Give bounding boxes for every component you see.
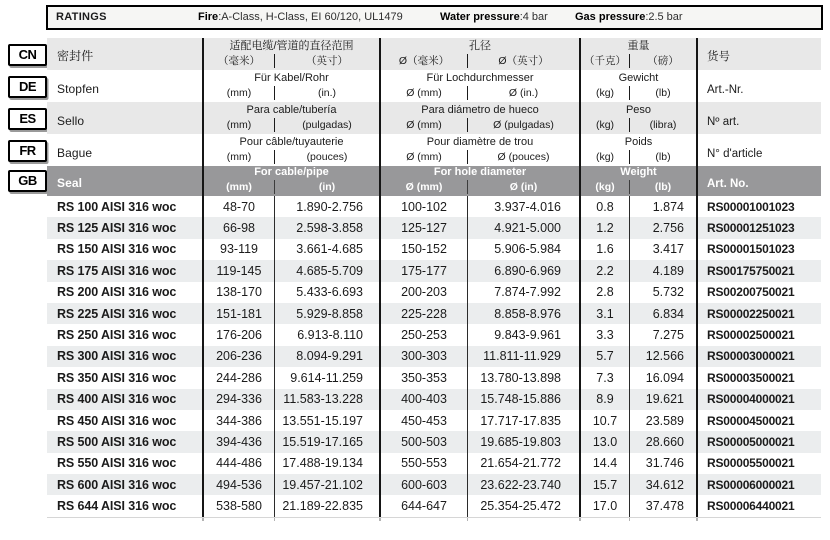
water-pressure-label: Water pressure [440,11,520,23]
weight-lb: 19.621 [629,389,696,410]
cable-units [204,150,379,164]
hole-in: 23.622-23.740 [467,474,579,495]
art-no: RS00006000021 [696,474,821,495]
hole-in: 9.843-9.961 [467,324,579,345]
weight-group-title: Peso [625,104,652,116]
art-no: RS00005000021 [696,431,821,452]
weight-lb: 12.566 [629,346,696,367]
hole-mm: 150-152 [379,239,467,260]
cable-mm: 206-236 [202,346,274,367]
weight-group-title: Gewicht [618,72,659,84]
hole-units [381,118,579,132]
gas-pressure-label: Gas pressure [575,11,646,23]
ratings-title: RATINGS [56,11,107,23]
art-no: RS00003000021 [696,346,821,367]
lang-badge-es: ES [8,108,47,130]
hole-group-title: Para diámetro de hueco [421,104,539,116]
weight-unit-imperial: (lb) [629,86,696,100]
seal-name: RS 450 AISI 316 woc [57,413,177,428]
hole-mm: 300-303 [379,346,467,367]
weight-lb: 5.732 [629,282,696,303]
cable-in: 17.488-19.134 [274,453,379,474]
header-seal-label: Bague [57,146,93,160]
weight-unit-imperial: (libra) [629,118,696,132]
header-group-cable [202,166,379,196]
hole-unit-metric: Ø (mm) [406,151,442,163]
seal-name: RS 300 AISI 316 woc [57,349,177,364]
cable-unit-metric: (mm) [226,119,252,131]
table-row [47,217,821,238]
gas-pressure-rating [575,7,683,28]
hole-mm: 200-203 [379,282,467,303]
cable-mm: 176-206 [202,324,274,345]
art-no: RS00001001023 [696,196,821,217]
hole-in: 8.858-8.976 [467,303,579,324]
seal-name: RS 400 AISI 316 woc [57,392,177,407]
seal-name: RS 100 AISI 316 woc [57,199,177,214]
weight-kg: 3.1 [579,303,629,324]
table-row [47,282,821,303]
hole-unit-metric: Ø（毫米） [398,55,450,67]
hole-mm: 350-353 [379,367,467,388]
hole-mm: 644-647 [379,495,467,516]
hole-mm: 125-127 [379,217,467,238]
hole-mm: 550-553 [379,453,467,474]
hole-unit-metric: Ø (mm) [406,119,442,131]
lang-badge-de: DE [8,76,47,98]
weight-kg: 13.0 [579,431,629,452]
weight-unit-imperial: (lb) [629,180,696,194]
header-group-weight [579,134,696,166]
hole-in: 3.937-4.016 [467,196,579,217]
rule-stub [629,518,696,521]
lang-badge-fr: FR [8,140,47,162]
header-group-cable [202,70,379,102]
art-no: RS00002250021 [696,303,821,324]
table-row [47,389,821,410]
hole-unit-imperial: Ø (in.) [467,86,579,100]
weight-lb: 3.417 [629,239,696,260]
table-row [47,196,821,217]
seal-name: RS 150 AISI 316 woc [57,242,177,257]
art-no: RS00001251023 [696,217,821,238]
header-group-hole [379,166,579,196]
weight-units [581,54,696,68]
cable-in: 5.433-6.693 [274,282,379,303]
header-art-label: 货号 [696,38,821,70]
weight-lb: 7.275 [629,324,696,345]
header-seal-label: Seal [57,176,83,190]
hole-mm: 250-253 [379,324,467,345]
weight-kg: 0.8 [579,196,629,217]
cable-mm: 93-119 [202,239,274,260]
hole-units [381,86,579,100]
gas-pressure-value: 2.5 bar [648,11,683,23]
cable-unit-metric: （毫米） [218,55,260,67]
seal-name: RS 200 AISI 316 woc [57,285,177,300]
cable-in: 9.614-11.259 [274,367,379,388]
header-group-weight [579,166,696,196]
cable-mm: 138-170 [202,282,274,303]
weight-lb: 1.874 [629,196,696,217]
weight-lb: 34.612 [629,474,696,495]
hole-mm: 400-403 [379,389,467,410]
cable-units [204,86,379,100]
cable-in: 19.457-21.102 [274,474,379,495]
table-row [47,474,821,495]
seal-name: RS 600 AISI 316 woc [57,477,177,492]
hole-unit-imperial: Ø (in) [467,180,579,194]
cable-mm: 444-486 [202,453,274,474]
hole-group-title: 孔径 [469,40,491,52]
hole-units [381,150,579,164]
hole-in: 13.780-13.898 [467,367,579,388]
hole-mm: 600-603 [379,474,467,495]
cable-in: 15.519-17.165 [274,431,379,452]
table-row [47,367,821,388]
cable-units [204,118,379,132]
table-row [47,239,821,260]
art-no: RS00006440021 [696,495,821,516]
seal-name: RS 125 AISI 316 woc [57,221,177,236]
cable-in: 21.189-22.835 [274,495,379,516]
art-no: RS00004500021 [696,410,821,431]
hole-unit-metric: Ø (mm) [405,181,443,193]
hole-in: 15.748-15.886 [467,389,579,410]
fire-rating [198,7,403,28]
cable-mm: 394-436 [202,431,274,452]
cable-unit-imperial: (pouces) [274,150,379,164]
art-no: RS00001501023 [696,239,821,260]
cable-group-title: 适配电缆/管道的直径范围 [229,40,354,52]
table-row [47,431,821,452]
art-no: RS00200750021 [696,282,821,303]
header-row-de [47,70,821,102]
header-group-hole [379,70,579,102]
weight-kg: 2.8 [579,282,629,303]
cable-unit-imperial: (pulgadas) [274,118,379,132]
weight-kg: 17.0 [579,495,629,516]
weight-units [581,118,696,132]
fire-label: Fire [198,11,219,23]
weight-lb: 2.756 [629,217,696,238]
header-seal-label: 密封件 [57,49,94,63]
table-row [47,346,821,367]
colon: : [218,11,222,23]
cable-in: 5.929-8.858 [274,303,379,324]
header-seal-label: Sello [57,114,85,128]
hole-in: 7.874-7.992 [467,282,579,303]
weight-kg: 2.2 [579,260,629,281]
lang-badge-gb: GB [8,170,47,192]
header-group-weight [579,38,696,70]
cable-in: 1.890-2.756 [274,196,379,217]
cable-mm: 48-70 [202,196,274,217]
weight-lb: 16.094 [629,367,696,388]
rule-stub [579,518,629,521]
rule-stub [467,518,579,521]
weight-kg: 1.2 [579,217,629,238]
cable-in: 8.094-9.291 [274,346,379,367]
table-row [47,260,821,281]
weight-lb: 6.834 [629,303,696,324]
cable-mm: 538-580 [202,495,274,516]
weight-units [581,180,696,194]
hole-in: 25.354-25.472 [467,495,579,516]
hole-mm: 450-453 [379,410,467,431]
seal-name: RS 250 AISI 316 woc [57,328,177,343]
table-row [47,495,821,516]
weight-lb: 4.189 [629,260,696,281]
cable-in: 11.583-13.228 [274,389,379,410]
hole-in: 5.906-5.984 [467,239,579,260]
hole-unit-imperial: Ø（英寸） [467,54,579,68]
weight-lb: 37.478 [629,495,696,516]
hole-in: 19.685-19.803 [467,431,579,452]
table-row [47,410,821,431]
header-group-cable [202,102,379,134]
cable-in: 2.598-3.858 [274,217,379,238]
hole-unit-metric: Ø (mm) [406,87,442,99]
header-seal-label: Stopfen [57,82,100,96]
weight-group-title: Poids [624,136,653,148]
cable-unit-metric: (mm) [226,151,252,163]
weight-lb: 31.746 [629,453,696,474]
weight-kg: 14.4 [579,453,629,474]
hole-unit-imperial: Ø (pouces) [467,150,579,164]
weight-unit-metric: (kg) [595,87,615,99]
rule-stub [274,518,379,521]
cable-unit-metric: (mm) [226,181,252,193]
header-row-cn [47,38,821,70]
fire-value: A-Class, H-Class, EI 60/120, UL1479 [221,11,403,23]
hole-mm: 100-102 [379,196,467,217]
weight-unit-imperial: （磅） [629,54,696,68]
table-row [47,324,821,345]
weight-unit-metric: (kg) [595,181,615,193]
hole-group-title: Pour diamètre de trou [426,136,534,148]
weight-kg: 7.3 [579,367,629,388]
hole-mm: 500-503 [379,431,467,452]
weight-units [581,86,696,100]
cable-mm: 119-145 [202,260,274,281]
hole-units [381,54,579,68]
hole-unit-imperial: Ø (pulgadas) [467,118,579,132]
header-art-label: Art.-Nr. [696,70,821,102]
cable-unit-imperial: （英寸） [274,54,379,68]
header-group-cable [202,134,379,166]
header-row-es [47,102,821,134]
rule-stub [696,518,821,521]
table-bottom-edge [47,517,821,521]
rule-stub [47,518,202,521]
header-art-label: Nº art. [696,102,821,134]
ratings-bar [46,5,823,30]
weight-unit-imperial: (lb) [629,150,696,164]
weight-kg: 10.7 [579,410,629,431]
cable-mm: 66-98 [202,217,274,238]
table-row [47,303,821,324]
seal-name: RS 550 AISI 316 woc [57,456,177,471]
cable-in: 6.913-8.110 [274,324,379,345]
art-no: RS00005500021 [696,453,821,474]
art-no: RS00003500021 [696,367,821,388]
cable-unit-imperial: (in.) [274,86,379,100]
cable-group-title: Pour câble/tuyauterie [239,136,344,148]
weight-group-title: Weight [620,166,657,178]
header-row-fr [47,134,821,166]
cable-mm: 244-286 [202,367,274,388]
weight-kg: 3.3 [579,324,629,345]
cable-group-title: Für Kabel/Rohr [254,72,329,84]
header-art-label: N° d'article [696,134,821,166]
art-no: RS00175750021 [696,260,821,281]
weight-kg: 8.9 [579,389,629,410]
spec-table [47,38,821,521]
hole-mm: 225-228 [379,303,467,324]
header-row-gb [47,166,821,196]
weight-unit-metric: （千克） [584,55,626,67]
header-art-label: Art. No. [696,166,821,196]
header-group-weight [579,70,696,102]
cable-group-title: For cable/pipe [254,166,329,178]
header-group-hole [379,38,579,70]
header-group-hole [379,134,579,166]
art-no: RS00004000021 [696,389,821,410]
cable-in: 4.685-5.709 [274,260,379,281]
header-group-hole [379,102,579,134]
cable-mm: 494-536 [202,474,274,495]
weight-unit-metric: (kg) [595,151,615,163]
cable-in: 3.661-4.685 [274,239,379,260]
cable-group-title: Para cable/tubería [246,104,337,116]
hole-in: 6.890-6.969 [467,260,579,281]
rule-stub [202,518,274,521]
weight-kg: 15.7 [579,474,629,495]
hole-group-title: For hole diameter [433,166,527,178]
weight-kg: 1.6 [579,239,629,260]
cable-units [204,54,379,68]
cable-unit-imperial: (in) [274,180,379,194]
weight-lb: 23.589 [629,410,696,431]
cable-mm: 151-181 [202,303,274,324]
cable-units [204,180,379,194]
hole-group-title: Für Lochdurchmesser [426,72,534,84]
cable-in: 13.551-15.197 [274,410,379,431]
weight-group-title: 重量 [627,40,650,52]
seal-name: RS 225 AISI 316 woc [57,306,177,321]
seal-name: RS 350 AISI 316 woc [57,370,177,385]
colon: : [645,11,649,23]
table-row [47,453,821,474]
rule-stub [379,518,467,521]
weight-lb: 28.660 [629,431,696,452]
weight-units [581,150,696,164]
cable-mm: 344-386 [202,410,274,431]
art-no: RS00002500021 [696,324,821,345]
header-group-cable [202,38,379,70]
hole-in: 4.921-5.000 [467,217,579,238]
weight-unit-metric: (kg) [595,119,615,131]
header-group-weight [579,102,696,134]
lang-badge-cn: CN [8,44,47,66]
hole-in: 21.654-21.772 [467,453,579,474]
colon: : [519,11,523,23]
seal-name: RS 644 AISI 316 woc [57,499,177,514]
seal-name: RS 500 AISI 316 woc [57,434,177,449]
water-pressure-value: 4 bar [522,11,548,23]
hole-in: 17.717-17.835 [467,410,579,431]
hole-in: 11.811-11.929 [467,346,579,367]
hole-units [381,180,579,194]
cable-mm: 294-336 [202,389,274,410]
weight-kg: 5.7 [579,346,629,367]
cable-unit-metric: (mm) [226,87,252,99]
hole-mm: 175-177 [379,260,467,281]
seal-name: RS 175 AISI 316 woc [57,263,177,278]
water-pressure-rating [440,7,548,28]
